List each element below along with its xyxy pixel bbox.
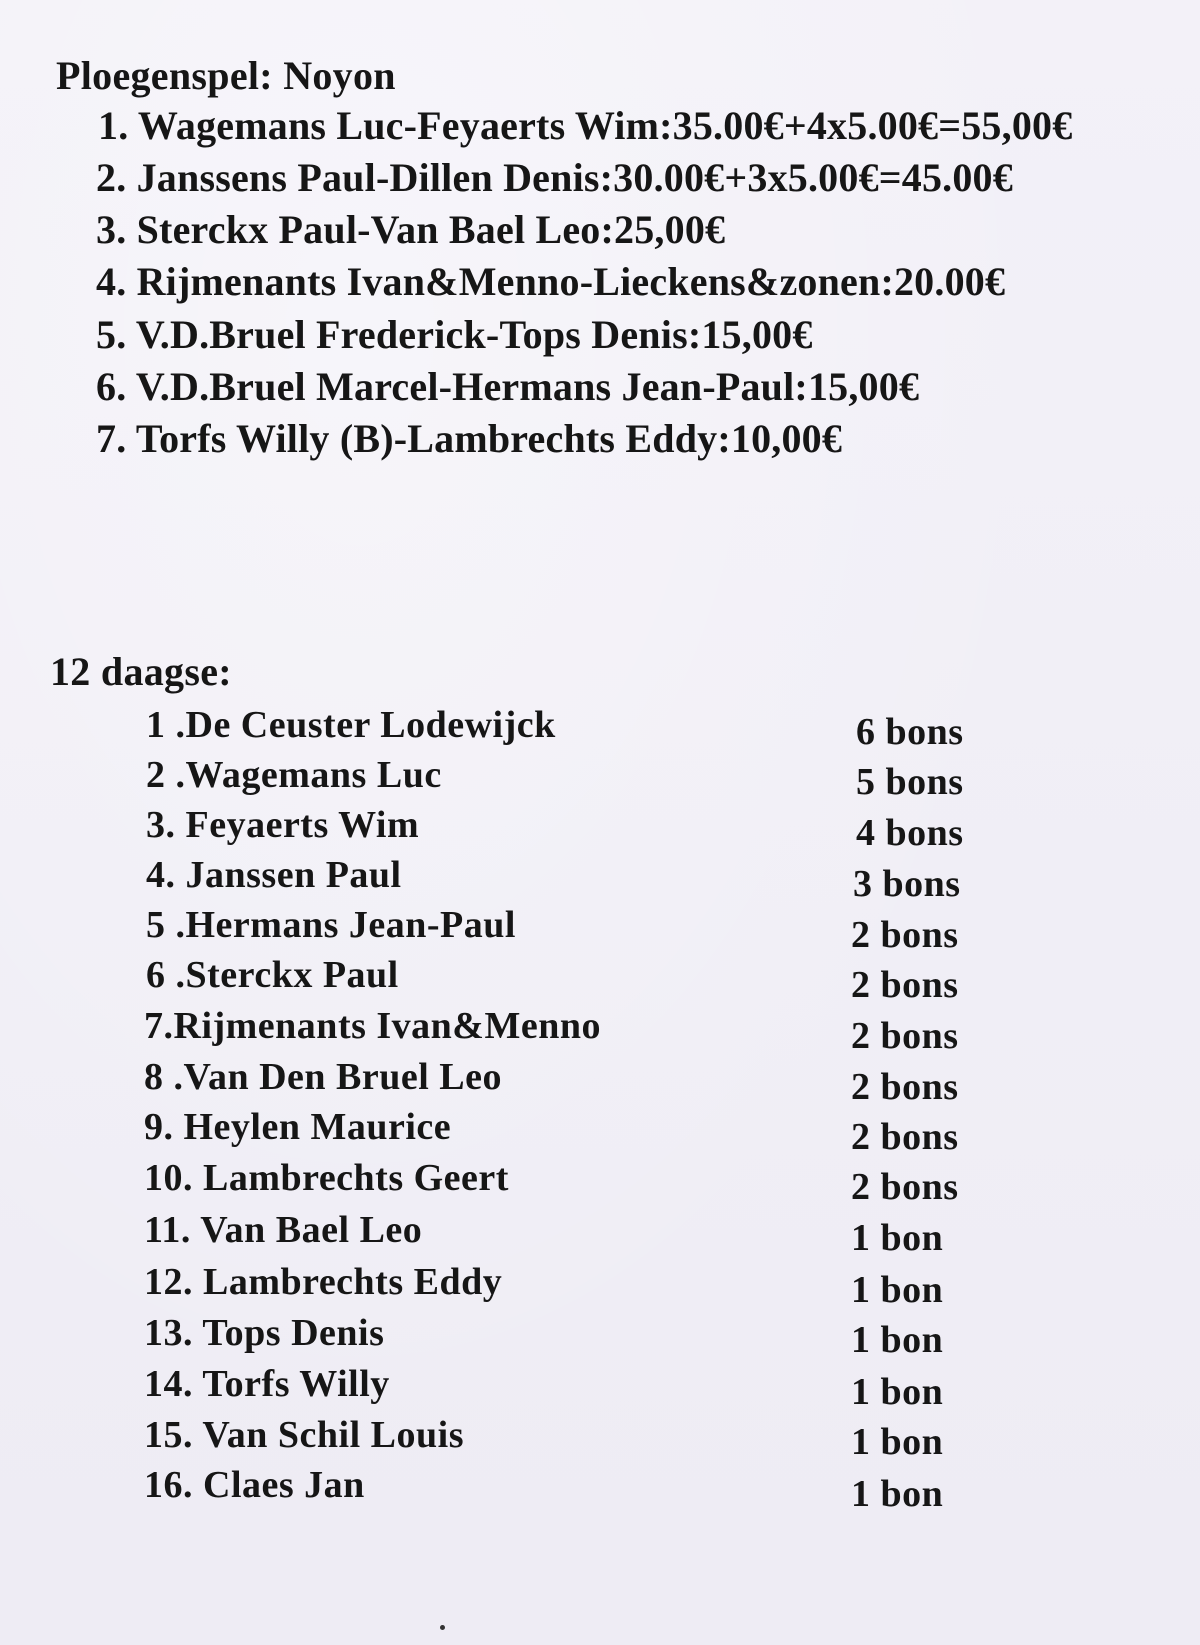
daagse-name: 9. Heylen Maurice <box>144 1106 452 1148</box>
ploegenspel-entry: 4. Rijmenants Ivan&Menno-Lieckens&zonen:20.00€ <box>96 259 1006 304</box>
daagse-name: 1 .De Ceuster Lodewijck <box>146 704 556 746</box>
daagse-name: 14. Torfs Willy <box>144 1363 390 1405</box>
ploegenspel-entry: 7. Torfs Willy (B)-Lambrechts Eddy:10,00€ <box>96 416 843 461</box>
daagse-bons: 6 bons <box>856 711 964 753</box>
ploegenspel-entry: 1. Wagemans Luc-Feyaerts Wim:35.00€+4x5.00€=55,00€ <box>98 103 1073 148</box>
ploegenspel-entry: 2. Janssens Paul-Dillen Denis:30.00€+3x5.00€=45.00€ <box>96 155 1013 200</box>
daagse-bons: 3 bons <box>853 863 961 905</box>
daagse-bons: 2 bons <box>851 964 959 1006</box>
daagse-name: 3. Feyaerts Wim <box>146 804 420 846</box>
ploegenspel-title: Ploegenspel: Noyon <box>56 53 396 98</box>
daagse-name: 10. Lambrechts Geert <box>144 1157 509 1199</box>
daagse-name: 13. Tops Denis <box>144 1312 385 1354</box>
ploegenspel-entry: 3. Sterckx Paul-Van Bael Leo:25,00€ <box>96 207 726 252</box>
daagse-name: 6 .Sterckx Paul <box>146 954 399 996</box>
daagse-bons: 2 bons <box>851 1166 959 1208</box>
daagse-bons: 2 bons <box>851 1116 959 1158</box>
daagse-bons: 2 bons <box>851 1015 959 1057</box>
daagse-name: 12. Lambrechts Eddy <box>144 1261 503 1303</box>
daagse-name: 5 .Hermans Jean-Paul <box>146 904 516 946</box>
daagse-title: 12 daagse: <box>50 649 232 694</box>
daagse-name: 4. Janssen Paul <box>146 854 402 896</box>
daagse-bons: 1 bon <box>851 1319 944 1361</box>
ploegenspel-entry: 6. V.D.Bruel Marcel-Hermans Jean-Paul:15,00€ <box>96 364 920 409</box>
daagse-bons: 2 bons <box>851 1066 959 1108</box>
daagse-name: 15. Van Schil Louis <box>144 1414 464 1456</box>
daagse-name: 11. Van Bael Leo <box>144 1209 423 1251</box>
scan-speck <box>440 1625 445 1630</box>
daagse-bons: 1 bon <box>851 1473 944 1515</box>
daagse-bons: 1 bon <box>851 1371 944 1413</box>
daagse-bons: 1 bon <box>851 1217 944 1259</box>
daagse-bons: 5 bons <box>856 761 964 803</box>
daagse-name: 7.Rijmenants Ivan&Menno <box>144 1005 601 1047</box>
daagse-name: 8 .Van Den Bruel Leo <box>144 1056 503 1098</box>
daagse-name: 16. Claes Jan <box>144 1464 365 1506</box>
daagse-bons: 1 bon <box>851 1269 944 1311</box>
daagse-bons: 4 bons <box>856 812 964 854</box>
daagse-bons: 2 bons <box>851 914 959 956</box>
daagse-name: 2 .Wagemans Luc <box>146 754 442 796</box>
daagse-bons: 1 bon <box>851 1421 944 1463</box>
ploegenspel-entry: 5. V.D.Bruel Frederick-Tops Denis:15,00€ <box>96 312 813 357</box>
